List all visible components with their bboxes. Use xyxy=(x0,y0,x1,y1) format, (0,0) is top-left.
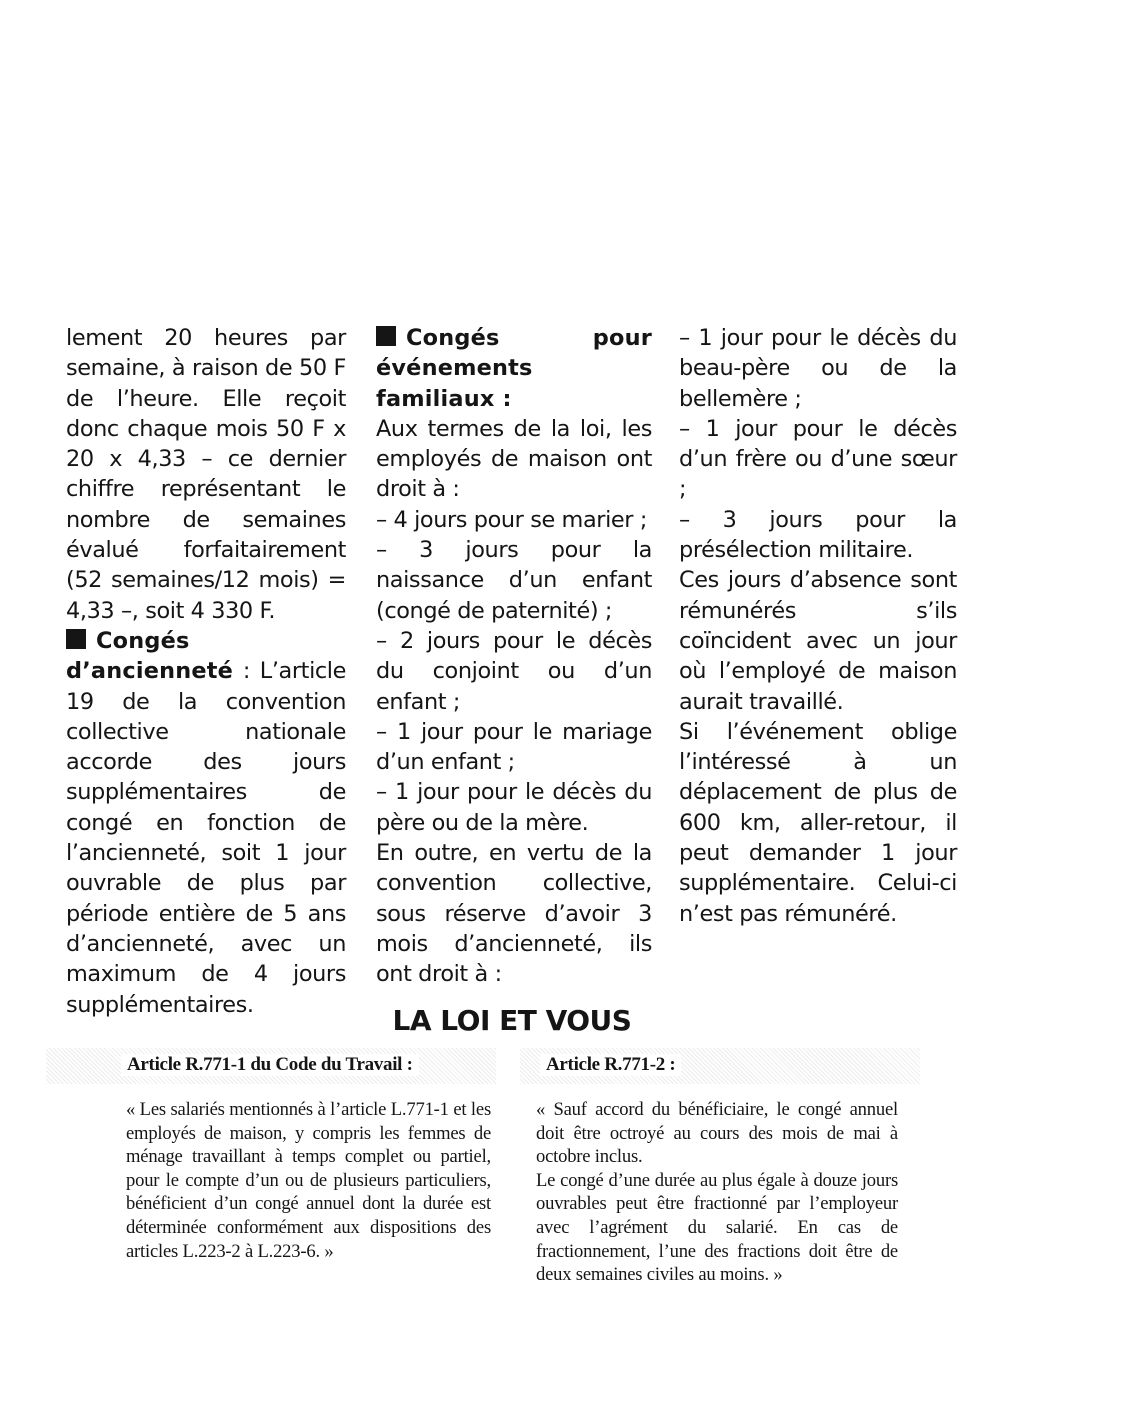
law-section-title: LA LOI ET VOUS xyxy=(392,1004,632,1037)
article-heading: Article R.771-2 : xyxy=(540,1054,681,1076)
paragraph: Aux termes de la loi, les employés de maison ont droit à : xyxy=(376,415,652,503)
section-title: Congés pour événements familiaux : xyxy=(376,325,652,412)
article-heading: Article R.771-1 du Code du Travail : xyxy=(121,1054,419,1076)
list-item: – 3 jours pour la naissance d’un enfant (congé de paternité) ; xyxy=(376,537,652,624)
section-title-suffix: : xyxy=(233,658,260,685)
article-paragraph: Le congé d’une durée au plus égale à douze jours ouvrables peut être fractionné par l’employeur avec l’agrément du salarié. En cas de fractionnement, l’une des fractions doit être de deux semaines civiles au moins. » xyxy=(536,1169,898,1286)
list-item: – 2 jours pour le décès du conjoint ou d’un enfant ; xyxy=(376,627,652,715)
section-conges-familiaux-heading xyxy=(376,323,652,414)
paragraph: Ces jours d’absence sont rémunérés s’ils coïncident avec un jour où l’employé de maison aurait travaillé. xyxy=(679,567,957,715)
article-text xyxy=(536,1098,898,1287)
article-paragraph: « Sauf accord du bénéficiaire, le congé annuel doit être octroyé au cours des mois de mai à octobre inclus. xyxy=(536,1099,898,1168)
list-item: – 4 jours pour se marier ; xyxy=(376,506,647,533)
paragraph: En outre, en vertu de la convention collective, sous réserve d’avoir 3 mois d’ancienneté, ils ont droit à : xyxy=(376,840,652,988)
section-conges-anciennete xyxy=(66,626,346,1020)
section-body: L’article 19 de la convention collective nationale accorde des jours supplémentaires de congé en fonction de l’ancienneté, soit 1 jour ouvrable de plus par période entière de 5 ans d’ancienneté, avec un maximum de 4 jours supplémentaires. xyxy=(66,658,346,1018)
paragraph: lement 20 heures par semaine, à raison de 50 F de l’heure. Elle reçoit donc chaque mois 50 F x 20 x 4,33 – ce dernier chiffre représentant le nombre de semaines évalué forfaitairement (52 semaines/12 mois) = 4,33 –, soit 4 330 F. xyxy=(66,325,346,624)
text-column-1 xyxy=(66,323,346,1020)
text-column-3 xyxy=(679,323,957,929)
list-item: – 3 jours pour la présélection militaire. xyxy=(679,506,957,564)
text-column-2 xyxy=(376,323,652,990)
list-item: – 1 jour pour le décès du beau-père ou de la bellemère ; xyxy=(679,325,957,412)
paragraph: Si l’événement oblige l’intéressé à un déplacement de plus de 600 km, aller-retour, il peut demander 1 jour supplémentaire. Celui-ci n’est pas rémunéré. xyxy=(679,718,957,927)
list-item: – 1 jour pour le mariage d’un enfant ; xyxy=(376,718,652,776)
section-title: Congés d’ancienneté xyxy=(66,627,234,685)
article-text xyxy=(126,1098,491,1263)
article-paragraph: « Les salariés mentionnés à l’article L.771-1 et les employés de maison, y compris les femmes de ménage travaillant à temps complet ou partiel, pour le compte d’un ou de plusieurs particuliers, bénéficient d’un congé annuel dont la durée est déterminée conformément aux dispositions des articles L.223-2 à L.223-6. » xyxy=(126,1099,491,1262)
square-bullet-icon xyxy=(66,629,86,649)
list-item: – 1 jour pour le décès du père ou de la mère. xyxy=(376,779,652,836)
list-item: – 1 jour pour le décès d’un frère ou d’une sœur ; xyxy=(679,415,957,503)
square-bullet-icon xyxy=(376,326,396,346)
